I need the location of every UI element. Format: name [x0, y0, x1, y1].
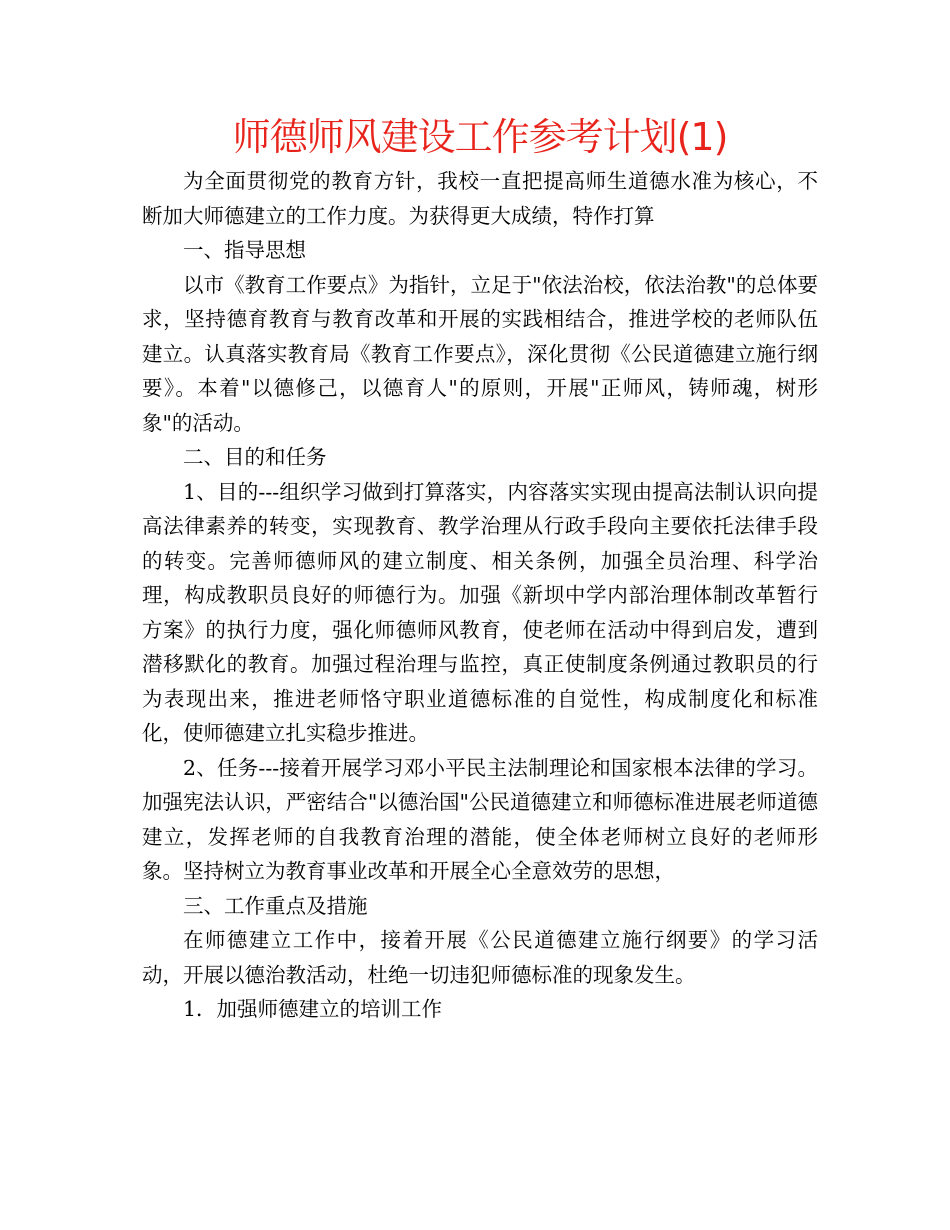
guiding-ideology-paragraph: 以市《教育工作要点》为指针，立足于"依法治校，依法治教"的总体要求，坚持德育教育与教育改革和开展的实践相结合，推进学校的老师队伍建立。认真落实教育局《教育工作要点》，深化贯彻《公民道德建立施行纲要》。本着"以德修己，以德育人"的原则，开展"正师风，铸师魂，树形象"的活动。 [142, 272, 818, 435]
tasks-paragraph: 2、任务---接着开展学习邓小平民主法制理论和国家根本法律的学习。加强宪法认识，严密结合"以德治国"公民道德建立和师德标准进展老师道德建立，发挥老师的自我教育治理的潜能，使全体老师树立良好的老师形象。坚持树立为教育事业改革和开展全心全意效劳的思想， [142, 755, 818, 883]
section-heading-goals-and-tasks: 二、目的和任务 [183, 445, 327, 469]
section-heading-key-work-and-measures: 三、工作重点及措施 [183, 893, 368, 918]
section-heading-guiding-ideology: 一、指导思想 [183, 238, 306, 262]
key-work-paragraph: 在师德建立工作中，接着开展《公民道德建立施行纲要》的学习活动，开展以德治教活动，杜绝一切违犯师德标准的现象发生。 [142, 928, 818, 987]
goals-paragraph: 1、目的---组织学习做到打算落实，内容落实实现由提高法制认识向提高法律素养的转变，实现教育、教学治理从行政手段向主要依托法律手段的转变。完善师德师风的建立制度、相关条例，加强全员治理、科学治理，构成教职员良好的师德行为。加强《新坝中学内部治理体制改革暂行方案》的执行力度，强化师德师风教育，使老师在活动中得到启发，遭到潜移默化的教育。加强过程治理与监控，真正使制度条例通过教职员的行为表现出来，推进老师恪守职业道德标准的自觉性，构成制度化和标准化，使师德建立扎实稳步推进。 [142, 479, 818, 745]
document-page [142, 112, 818, 1027]
intro-paragraph: 为全面贯彻党的教育方针，我校一直把提高师生道德水准为核心，不断加大师德建立的工作力度。为获得更大成绩，特作打算 [142, 169, 818, 228]
document-title: 师德师风建设工作参考计划(1) [232, 115, 728, 159]
subsection-heading-training: 1．加强师德建立的培训工作 [183, 997, 443, 1021]
